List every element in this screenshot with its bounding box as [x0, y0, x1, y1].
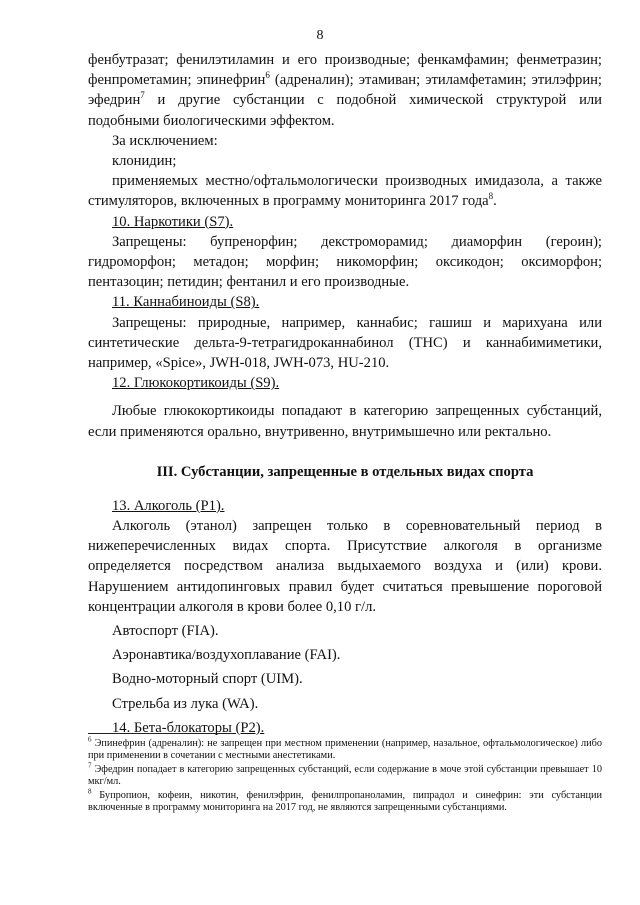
- footnote-7: [88, 761, 602, 788]
- clonidine-item: клонидин;: [112, 153, 177, 170]
- heading-text: 14. Бета-блокаторы (Р2).: [112, 719, 265, 736]
- footnote-number: 6: [88, 735, 92, 744]
- sport-item: Автоспорт (FIA).: [112, 623, 219, 640]
- footnote-6: [88, 735, 602, 762]
- s8-paragraph: Запрещены: природные, например, каннабис; гашиш и марихуана или синтетические дельта-9-тетрагидроканнабинол (ТНС) и каннабимиметики, например, «Spice», JWH-018, JWH-073, HU-210.: [88, 314, 602, 372]
- sport-item: Стрельба из лука (WA).: [112, 695, 259, 712]
- footnote-8: [88, 787, 602, 814]
- footnote-text: Эфедрин попадает в категорию запрещенных субстанций, если содержание в моче этой субстанции превышает 10 мкг/мл.: [88, 764, 602, 787]
- footnote-number: 8: [88, 787, 92, 796]
- text-span: применяемых местно/офтальмологически производных имидазола, а также стимуляторов, включенных в программу мониторинга 2017 года: [88, 173, 602, 210]
- s7-paragraph: Запрещены: бупренорфин; декстроморамид; диаморфин (героин); гидроморфон; метадон; морфин; никоморфин; оксикодон; оксиморфон; пентазоцин; петидин; фентанил и его производные.: [88, 233, 602, 291]
- stimulants-list-paragraph: [88, 50, 602, 131]
- sport-item: Водно-моторный спорт (UIM).: [112, 671, 303, 688]
- heading-text: 13. Алкоголь (Р1).: [112, 497, 225, 514]
- section-heading-s9: [88, 373, 602, 393]
- footnote-text: Эпинефрин (адреналин): не запрещен при местном применении (например, назальное, офтальмологическое) либо при применении в сочетании с местными анестетиками.: [88, 738, 602, 761]
- section-heading-p2: [88, 718, 602, 738]
- heading-text: 10. Наркотики (S7).: [112, 213, 234, 230]
- page-number: 8: [316, 28, 324, 43]
- section-heading-p1: [88, 496, 602, 516]
- section-title-iii: III. Субстанции, запрещенные в отдельных видах спорта: [156, 463, 534, 480]
- heading-text: 11. Каннабиноиды (S8).: [112, 294, 260, 311]
- footnote-number: 7: [88, 761, 92, 770]
- imidazole-paragraph: [88, 171, 602, 211]
- except-label: За исключением:: [112, 132, 218, 149]
- p1-paragraph: Алкоголь (этанол) запрещен только в соревновательный период в нижеперечисленных видах спорта. Присутствие алкоголя в организме определяется посредством анализа выдыхаемого воздуха и (или) крови. Нарушением антидопинговых правил будет считаться превышение пороговой концентрации алкоголя в крови более 0,10 г/л.: [88, 518, 602, 615]
- main-text: [88, 50, 602, 738]
- section-heading-s8: [88, 292, 602, 312]
- footnotes: [88, 735, 602, 816]
- s9-paragraph: Любые глюкокортикоиды попадают в категорию запрещенных субстанций, если применяются орально, внутривенно, внутримышечно или ректально.: [88, 403, 602, 440]
- text-span: и другие субстанции с подобной химической структурой или подобными биологическими эффектом.: [88, 92, 602, 129]
- sport-item: Аэронавтика/воздухоплавание (FAI).: [112, 647, 341, 664]
- footnote-ref-7[interactable]: 7: [140, 90, 145, 101]
- heading-text: 12. Глюкокортикоиды (S9).: [112, 375, 280, 392]
- footnote-divider: [88, 733, 233, 734]
- text-span: .: [493, 193, 497, 210]
- footnote-text: Бупропион, кофеин, никотин, фенилэфрин, фенилпропаноламин, пипрадол и синефрин: эти субстанции включенные в программу мониторинга на 2017 год, не являются запрещенными субстанциями.: [88, 790, 602, 813]
- text-span: фенбутразат; фенилэтиламин и его производные; фенкамфамин; фенметразин; фенпрометамин; эпинефрин: [88, 52, 602, 89]
- footnote-ref-6[interactable]: 6: [265, 70, 270, 81]
- footnote-ref-8[interactable]: 8: [488, 191, 494, 202]
- section-heading-s7: [88, 212, 602, 232]
- text-span: (адреналин); этамиван; этиламфетамин; этилэфрин; эфедрин: [88, 72, 602, 109]
